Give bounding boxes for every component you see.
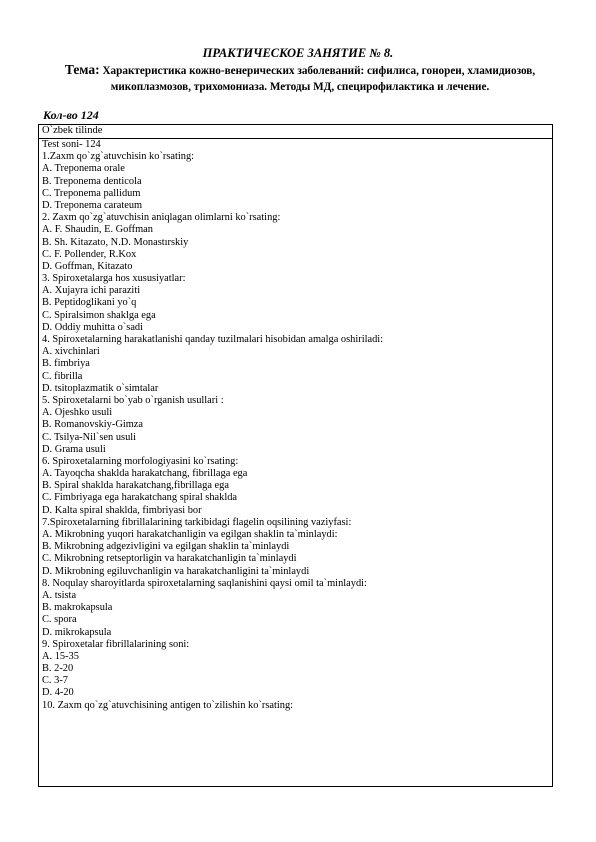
question-line: A. Ojeshko usuli [42, 407, 113, 419]
topic-label: Тема: [64, 62, 100, 77]
question-count: Кол-во 124 [43, 108, 99, 122]
question-line: B. makrokapsula [42, 602, 113, 614]
question-line: D. mikrokapsula [42, 626, 112, 638]
question-line: 10. Zaxm qo`zg`atuvchisining antigen to`zilishin ko`rsating: [42, 699, 294, 711]
question-line: A. Tayoqcha shaklda harakatchang, fibrillaga ega [42, 468, 248, 480]
question-line: B. 2-20 [42, 663, 74, 675]
question-line: A. xivchinlari [42, 346, 100, 358]
question-line: B. Sh. Kitazato, N.D. Monastırskiy [42, 236, 189, 248]
questions-list [39, 139, 552, 712]
question-line: C. Treponema pallidum [42, 187, 141, 199]
question-line: 5. Spiroxetalarni bo`yab o`rganish usullari : [42, 394, 224, 406]
question-line: B. Mikrobning adgezivligini va egilgan shaklin ta`minlaydi [42, 541, 290, 553]
question-line: 3. Spiroxetalarga hos xususiyatlar: [42, 273, 186, 285]
question-line: 4. Spiroxetalarning harakatlanishi qanday tuzilmalari hisobidan amalga oshiriladi: [42, 334, 384, 345]
question-line: D. Goffman, Kitazato [42, 260, 133, 272]
question-line: D. Mikrobning egiluvchanligin va harakatchanligini ta`minlaydi [42, 565, 310, 577]
question-line: C. Spiralsimon shaklga ega [42, 309, 156, 321]
question-line: 9. Spiroxetalar fibrillalarining soni: [42, 638, 190, 650]
question-line: 6. Spiroxetalarning morfologiyasini ko`rsating: [42, 455, 239, 467]
question-line: D. tsitoplazmatik o`simtalar [42, 382, 159, 394]
question-line: C. Mikrobning retseptorligin va harakatchanligin ta`minlaydi [42, 553, 297, 565]
topic [36, 62, 564, 95]
question-line: 8. Noqulay sharoyitlarda spiroxetalarning saqlanishini qaysi omil ta`minlaydi: [42, 577, 367, 589]
page-title: ПРАКТИЧЕСКОЕ ЗАНЯТИЕ № 8. [202, 46, 394, 60]
question-line: D. Oddiy muhitta o`sadi [42, 321, 144, 333]
question-line: Test soni- 124 [42, 139, 101, 150]
question-line: C. Fimbriyaga ega harakatchang spiral shaklda [42, 492, 238, 504]
question-line: A. F. Shaudin, E. Goffman [42, 224, 153, 236]
question-line: C. F. Pollender, R.Kox [42, 248, 137, 260]
question-line: C. fibrilla [42, 370, 83, 382]
question-line: A. 15-35 [42, 650, 79, 662]
question-line: B. Treponema denticola [42, 175, 142, 187]
question-line: B. Romanovskiy-Gimza [42, 419, 144, 431]
question-line: C. spora [42, 614, 77, 626]
question-line: A. Mikrobning yuqori harakatchanligin va egilgan shaklin ta`minlaydi: [42, 529, 338, 540]
language-row: O`zbek tilinde [39, 125, 552, 139]
question-line: A. tsista [42, 589, 77, 601]
question-line: 2. Zaxm qo`zg`atuvchisin aniqlagan olimlarni ko`rsating: [42, 212, 281, 224]
topic-line-2: микоплазмозов, трихомониаза. Методы МД, специрофилактика и лечение. [110, 81, 490, 93]
question-line: D. Treponema carateum [42, 199, 143, 211]
question-line: C. Tsilya-Nil`sen usuli [42, 431, 137, 443]
question-line: C. 3-7 [42, 675, 68, 687]
question-line: 1.Zaxm qo`zg`atuvchisin ko`rsating: [42, 151, 195, 163]
question-line: D. 4-20 [42, 687, 74, 699]
question-line: B. Spiral shaklda harakatchang,fibrillaga ega [42, 480, 229, 492]
question-line: B. fimbriya [42, 358, 90, 370]
question-line: 7.Spiroxetalarning fibrillalarining tarkibidagi flagelin oqsilining vaziyfasi: [42, 516, 352, 528]
topic-line-1: Характеристика кожно-венерических заболеваний: сифилиса, гонореи, хламидиозов, [102, 65, 536, 77]
question-line: D. Grama usuli [42, 443, 106, 455]
questions-table [38, 124, 553, 787]
question-line: A. Xujayra ichi paraziti [42, 285, 141, 297]
question-line: D. Kalta spiral shaklda, fimbriyasi bor [42, 504, 202, 516]
question-line: A. Treponema orale [42, 163, 125, 175]
question-line: B. Peptidoglikani yo`q [42, 297, 137, 309]
